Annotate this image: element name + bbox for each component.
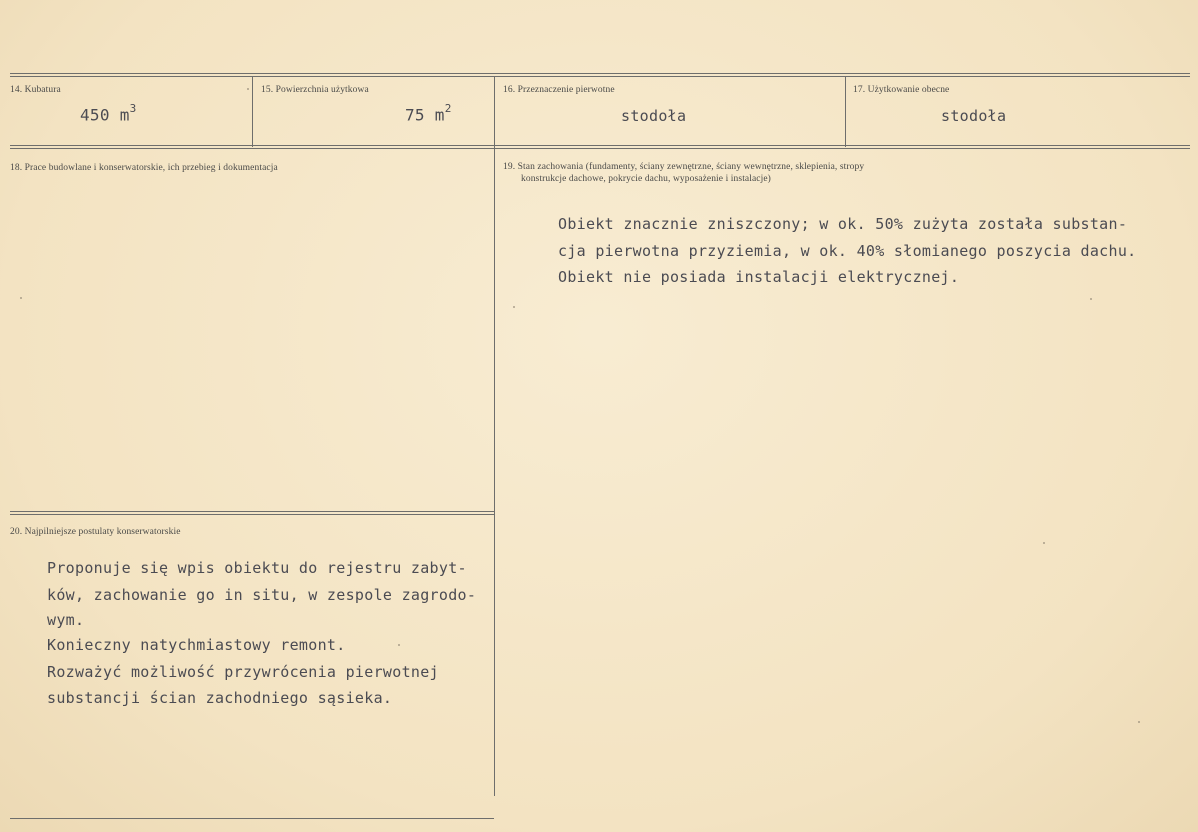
field-15-value (405, 104, 452, 124)
field-20-line: Rozważyć możliwość przywrócenia pierwotnej (47, 662, 439, 681)
paper-speck (1090, 298, 1092, 300)
field-20-label: 20. Najpilniejsze postulaty konserwatorskie (10, 527, 181, 537)
field20-bottom-rule (10, 818, 494, 819)
field-16-value: stodoła (621, 107, 687, 125)
field-19-line: Obiekt znacznie zniszczony; w ok. 50% zużyta została substan- (558, 215, 1128, 233)
field-19-text (558, 211, 1137, 291)
field-20-line: substancji ścian zachodniego sąsieka. (47, 689, 393, 707)
field-19-line: Obiekt nie posiada instalacji elektrycznej. (558, 268, 960, 286)
paper-speck (1138, 721, 1140, 723)
divider-15-16 (494, 76, 495, 796)
field-18-label: 18. Prace budowlane i konserwatorskie, ich przebieg i dokumentacja (10, 163, 278, 173)
field-20-line: wym. (47, 611, 85, 629)
field-17-label: 17. Użytkowanie obecne (853, 85, 950, 95)
row-divider-rule (10, 145, 1190, 149)
paper-speck (513, 306, 515, 308)
field-15-label: 15. Powierzchnia użytkowa (261, 85, 369, 95)
field-15-unit-exponent: 2 (444, 102, 452, 115)
field-17-value: stodoła (941, 107, 1007, 125)
field-20-line: Proponuje się wpis obiektu do rejestru zabyt- (47, 559, 467, 577)
field-15-number: 75 m (405, 105, 445, 125)
paper-speck (20, 297, 22, 299)
field-19-label-line1: 19. Stan zachowania (fundamenty, ściany zewnętrzne, ściany wewnętrzne, sklepienia, stropy (503, 162, 865, 172)
divider-16-17 (845, 76, 846, 147)
field-20-line: Konieczny natychmiastowy remont. (47, 636, 346, 654)
field-14-label: 14. Kubatura (10, 85, 61, 95)
field-14-unit-exponent: 3 (129, 102, 137, 115)
field-20-text (47, 555, 476, 712)
field-14-number: 450 m (80, 105, 130, 125)
top-border-rule (10, 73, 1190, 77)
field-20-line: ków, zachowanie go in situ, w zespole zagrodo- (47, 585, 477, 604)
field-14-value (80, 104, 137, 124)
field20-top-rule (10, 511, 494, 515)
paper-speck (247, 88, 249, 90)
field-19-line: cja pierwotna przyziemia, w ok. 40% słomianego poszycia dachu. (558, 241, 1137, 260)
field-19-label-line2: konstrukcje dachowe, pokrycie dachu, wyposażenie i instalacje) (521, 174, 771, 184)
paper-speck (1043, 542, 1045, 544)
divider-14-15 (252, 76, 253, 147)
field-16-label: 16. Przeznaczenie pierwotne (503, 85, 615, 95)
paper-speck (398, 644, 400, 646)
